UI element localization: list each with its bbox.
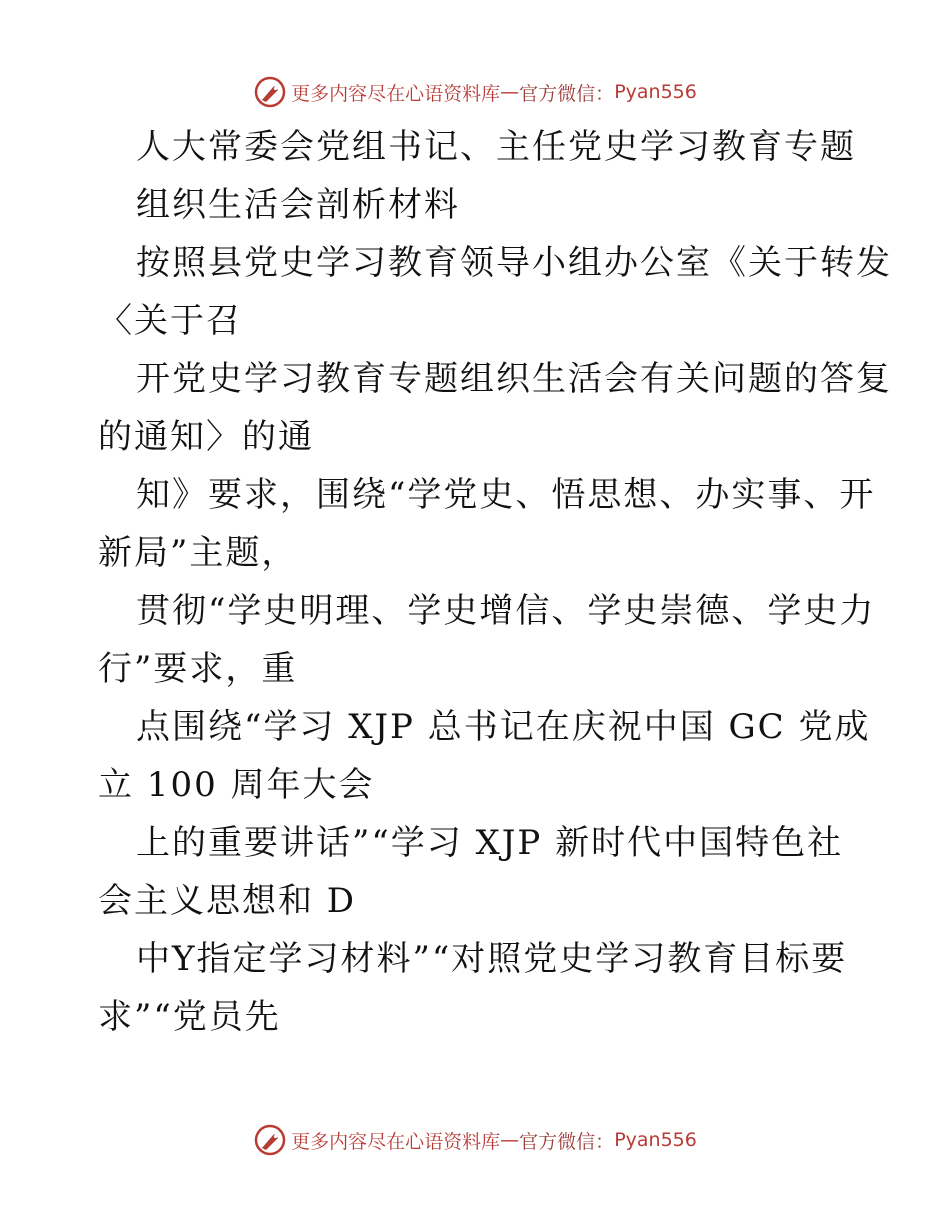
watermark-separator: — <box>500 1129 520 1151</box>
paragraph-line: 会主义思想和 D <box>98 881 357 921</box>
paragraph-line: 中Y指定学习材料”“对照党史学习教育目标要 <box>136 939 848 979</box>
document-body <box>98 118 892 1046</box>
paragraph-line: 知》要求，围绕“学党史、悟思想、办实事、开 <box>136 475 876 515</box>
header-watermark <box>0 72 950 112</box>
paragraph-line: 〈关于召 <box>98 301 242 341</box>
paragraph-line: 行”要求，重 <box>98 649 298 689</box>
watermark-wechat-label: 官方微信： <box>519 1130 615 1153</box>
pen-nib-logo-icon <box>253 75 287 109</box>
title-line-2: 组织生活会剖析材料 <box>136 185 460 225</box>
paragraph-line: 新局”主题， <box>98 533 298 573</box>
title-line-1: 人大常委会党组书记、主任党史学习教育专题 <box>136 127 856 167</box>
watermark-main-text: 更多内容尽在心语资料库 <box>291 82 501 105</box>
paragraph-line: 按照县党史学习教育领导小组办公室《关于转发 <box>136 243 892 283</box>
paragraph-line: 贯彻“学史明理、学史增信、学史崇德、学史力 <box>136 591 876 631</box>
footer-watermark <box>0 1120 950 1160</box>
pen-nib-logo-icon <box>253 1123 287 1157</box>
paragraph-line: 上的重要讲话”“学习 XJP 新时代中国特色社 <box>136 823 844 863</box>
paragraph-line: 点围绕“学习 XJP 总书记在庆祝中国 GC 党成 <box>136 707 871 747</box>
paragraph-line: 立 100 周年大会 <box>98 765 375 805</box>
watermark-wechat-id: Pyan556 <box>614 81 697 103</box>
paragraph-line: 的通知〉的通 <box>98 417 314 457</box>
paragraph-line: 求”“党员先 <box>98 997 281 1037</box>
watermark-main-text: 更多内容尽在心语资料库 <box>291 1130 501 1153</box>
watermark-separator: — <box>500 81 520 103</box>
watermark-wechat-id: Pyan556 <box>614 1129 697 1151</box>
paragraph-line: 开党史学习教育专题组织生活会有关问题的答复 <box>136 359 892 399</box>
watermark-wechat-label: 官方微信： <box>519 82 615 105</box>
